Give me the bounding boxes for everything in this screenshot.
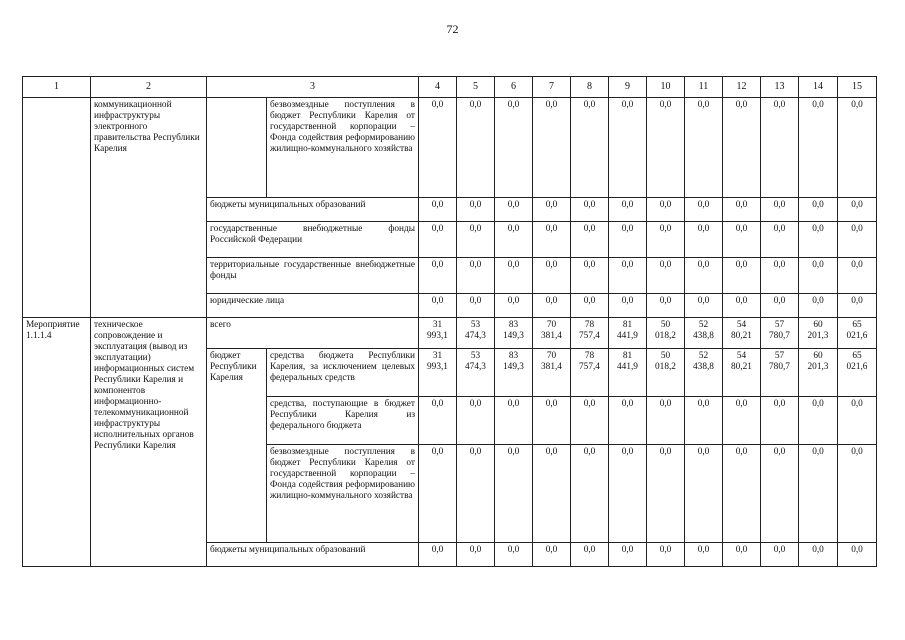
value-cell: 83 149,3 [495, 318, 533, 349]
row-label: средства, поступающие в бюджет Республики Карелия из федерального бюджета [267, 397, 419, 445]
value-cell: 0,0 [799, 445, 838, 543]
row-label: всего [207, 318, 419, 349]
value-cell: 50 018,2 [647, 349, 685, 397]
value-cell: 0,0 [799, 98, 838, 198]
row-label: бюджеты муниципальных образований [207, 198, 419, 222]
value-cell: 53 474,3 [457, 318, 495, 349]
value-cell: 0,0 [647, 258, 685, 294]
row-label: бюджеты муниципальных образований [207, 543, 419, 567]
value-cell: 0,0 [419, 294, 457, 318]
value-cell: 0,0 [838, 198, 877, 222]
value-cell: 54 80,21 [723, 349, 761, 397]
value-cell: 57 780,7 [761, 318, 799, 349]
value-cell: 0,0 [533, 98, 571, 198]
row-label: безвозмездные поступления в бюджет Республики Карелия от государственной корпорации – Фонда содействия реформированию жилищно-коммунального хозяйства [267, 98, 419, 198]
value-cell: 0,0 [838, 294, 877, 318]
value-cell: 0,0 [647, 198, 685, 222]
value-cell: 0,0 [571, 198, 609, 222]
value-cell: 0,0 [685, 98, 723, 198]
value-cell: 60 201,3 [799, 318, 838, 349]
value-cell: 0,0 [457, 543, 495, 567]
column-number-row [23, 77, 877, 98]
value-cell: 0,0 [419, 445, 457, 543]
value-cell: 0,0 [495, 543, 533, 567]
value-cell: 0,0 [647, 445, 685, 543]
value-cell: 78 757,4 [571, 318, 609, 349]
measure-name-cell: коммуникационной инфраструктуры электронного правительства Республики Карелия [91, 98, 207, 318]
row-label: безвозмездные поступления в бюджет Республики Карелия от государственной корпорации – Фонда содействия реформированию жилищно-коммунального хозяйства [267, 445, 419, 543]
value-cell: 0,0 [495, 294, 533, 318]
page-number: 72 [446, 22, 459, 36]
value-cell: 0,0 [647, 98, 685, 198]
table-row [23, 98, 877, 198]
value-cell: 0,0 [761, 98, 799, 198]
value-cell: 0,0 [571, 397, 609, 445]
value-cell: 0,0 [571, 445, 609, 543]
column-header: 4 [419, 77, 457, 98]
value-cell: 0,0 [761, 198, 799, 222]
value-cell: 0,0 [838, 543, 877, 567]
row-label: юридические лица [207, 294, 419, 318]
value-cell: 0,0 [685, 198, 723, 222]
value-cell: 0,0 [457, 258, 495, 294]
value-cell: 0,0 [685, 222, 723, 258]
column-header: 1 [23, 77, 91, 98]
value-cell: 81 441,9 [609, 349, 647, 397]
value-cell: 0,0 [838, 222, 877, 258]
value-cell: 70 381,4 [533, 349, 571, 397]
value-cell: 0,0 [533, 222, 571, 258]
value-cell: 0,0 [495, 98, 533, 198]
value-cell: 0,0 [533, 397, 571, 445]
value-cell: 0,0 [571, 543, 609, 567]
value-cell: 0,0 [685, 397, 723, 445]
value-cell: 0,0 [571, 258, 609, 294]
value-cell: 0,0 [609, 397, 647, 445]
value-cell: 0,0 [723, 543, 761, 567]
value-cell: 50 018,2 [647, 318, 685, 349]
value-cell: 0,0 [761, 445, 799, 543]
value-cell: 0,0 [838, 98, 877, 198]
value-cell: 65 021,6 [838, 349, 877, 397]
value-cell: 0,0 [685, 294, 723, 318]
value-cell: 0,0 [533, 294, 571, 318]
value-cell: 0,0 [495, 445, 533, 543]
value-cell: 0,0 [495, 222, 533, 258]
value-cell: 0,0 [647, 397, 685, 445]
value-cell: 0,0 [799, 222, 838, 258]
value-cell: 0,0 [761, 258, 799, 294]
value-cell: 0,0 [723, 198, 761, 222]
value-cell: 0,0 [609, 198, 647, 222]
row-label: средства бюджета Республики Карелия, за исключением целевых федеральных средств [267, 349, 419, 397]
value-cell: 0,0 [495, 198, 533, 222]
value-cell: 0,0 [457, 445, 495, 543]
column-header: 12 [723, 77, 761, 98]
value-cell: 0,0 [609, 222, 647, 258]
value-cell: 70 381,4 [533, 318, 571, 349]
column-header: 2 [91, 77, 207, 98]
value-cell: 0,0 [838, 445, 877, 543]
value-cell: 0,0 [685, 543, 723, 567]
measure-name-cell: техническое сопровождение и эксплуатация (вывод из эксплуатации) информационных систем Республики Карелия и компонентов информационно-телекоммуникационной инфраструктуры исполнительных органов Республики Карелия [91, 318, 207, 567]
value-cell: 0,0 [495, 397, 533, 445]
value-cell: 0,0 [457, 198, 495, 222]
value-cell: 0,0 [419, 198, 457, 222]
value-cell: 0,0 [799, 294, 838, 318]
value-cell: 0,0 [647, 222, 685, 258]
value-cell: 0,0 [419, 397, 457, 445]
value-cell: 54 80,21 [723, 318, 761, 349]
value-cell: 0,0 [799, 543, 838, 567]
value-cell: 0,0 [761, 397, 799, 445]
value-cell: 0,0 [723, 445, 761, 543]
value-cell: 81 441,9 [609, 318, 647, 349]
column-header: 8 [571, 77, 609, 98]
value-cell: 0,0 [419, 222, 457, 258]
value-cell: 0,0 [647, 294, 685, 318]
value-cell: 0,0 [799, 258, 838, 294]
value-cell: 78 757,4 [571, 349, 609, 397]
value-cell: 0,0 [723, 98, 761, 198]
value-cell: 57 780,7 [761, 349, 799, 397]
value-cell: 31 993,1 [419, 349, 457, 397]
budget-table [22, 76, 877, 567]
value-cell: 0,0 [533, 543, 571, 567]
value-cell: 0,0 [457, 98, 495, 198]
value-cell: 0,0 [838, 258, 877, 294]
value-cell: 0,0 [533, 445, 571, 543]
table-row [23, 318, 877, 349]
value-cell: 0,0 [457, 294, 495, 318]
column-header: 14 [799, 77, 838, 98]
value-cell: 0,0 [647, 543, 685, 567]
value-cell: 0,0 [685, 445, 723, 543]
value-cell: 0,0 [571, 222, 609, 258]
value-cell: 0,0 [457, 222, 495, 258]
column-header: 5 [457, 77, 495, 98]
value-cell: 65 021,6 [838, 318, 877, 349]
value-cell: 0,0 [723, 222, 761, 258]
value-cell: 0,0 [571, 98, 609, 198]
value-cell: 31 993,1 [419, 318, 457, 349]
value-cell: 0,0 [838, 397, 877, 445]
column-header: 6 [495, 77, 533, 98]
measure-code-cell: Мероприятие 1.1.1.4 [23, 318, 91, 567]
value-cell: 0,0 [419, 98, 457, 198]
column-header: 3 [207, 77, 419, 98]
column-header: 11 [685, 77, 723, 98]
value-cell: 0,0 [609, 445, 647, 543]
value-cell: 0,0 [723, 294, 761, 318]
column-header: 13 [761, 77, 799, 98]
value-cell: 0,0 [533, 198, 571, 222]
value-cell: 0,0 [799, 397, 838, 445]
budget-label-cell: бюджет Республики Карелия [207, 349, 267, 543]
measure-code-cell [23, 98, 91, 318]
value-cell: 52 438,8 [685, 349, 723, 397]
value-cell: 0,0 [761, 294, 799, 318]
value-cell: 0,0 [761, 222, 799, 258]
value-cell: 0,0 [609, 98, 647, 198]
value-cell: 0,0 [609, 294, 647, 318]
value-cell: 0,0 [723, 258, 761, 294]
value-cell: 0,0 [533, 258, 571, 294]
row-label: государственные внебюджетные фонды Российской Федерации [207, 222, 419, 258]
column-header: 15 [838, 77, 877, 98]
value-cell: 52 438,8 [685, 318, 723, 349]
value-cell: 0,0 [495, 258, 533, 294]
value-cell: 60 201,3 [799, 349, 838, 397]
value-cell: 53 474,3 [457, 349, 495, 397]
column-header: 10 [647, 77, 685, 98]
value-cell: 0,0 [571, 294, 609, 318]
value-cell: 0,0 [609, 258, 647, 294]
row-label: территориальные государственные внебюджетные фонды [207, 258, 419, 294]
value-cell: 83 149,3 [495, 349, 533, 397]
value-cell: 0,0 [799, 198, 838, 222]
column-header: 7 [533, 77, 571, 98]
value-cell: 0,0 [761, 543, 799, 567]
budget-label-cell [207, 98, 267, 198]
value-cell: 0,0 [419, 543, 457, 567]
value-cell: 0,0 [723, 397, 761, 445]
column-header: 9 [609, 77, 647, 98]
value-cell: 0,0 [457, 397, 495, 445]
value-cell: 0,0 [609, 543, 647, 567]
value-cell: 0,0 [419, 258, 457, 294]
value-cell: 0,0 [685, 258, 723, 294]
